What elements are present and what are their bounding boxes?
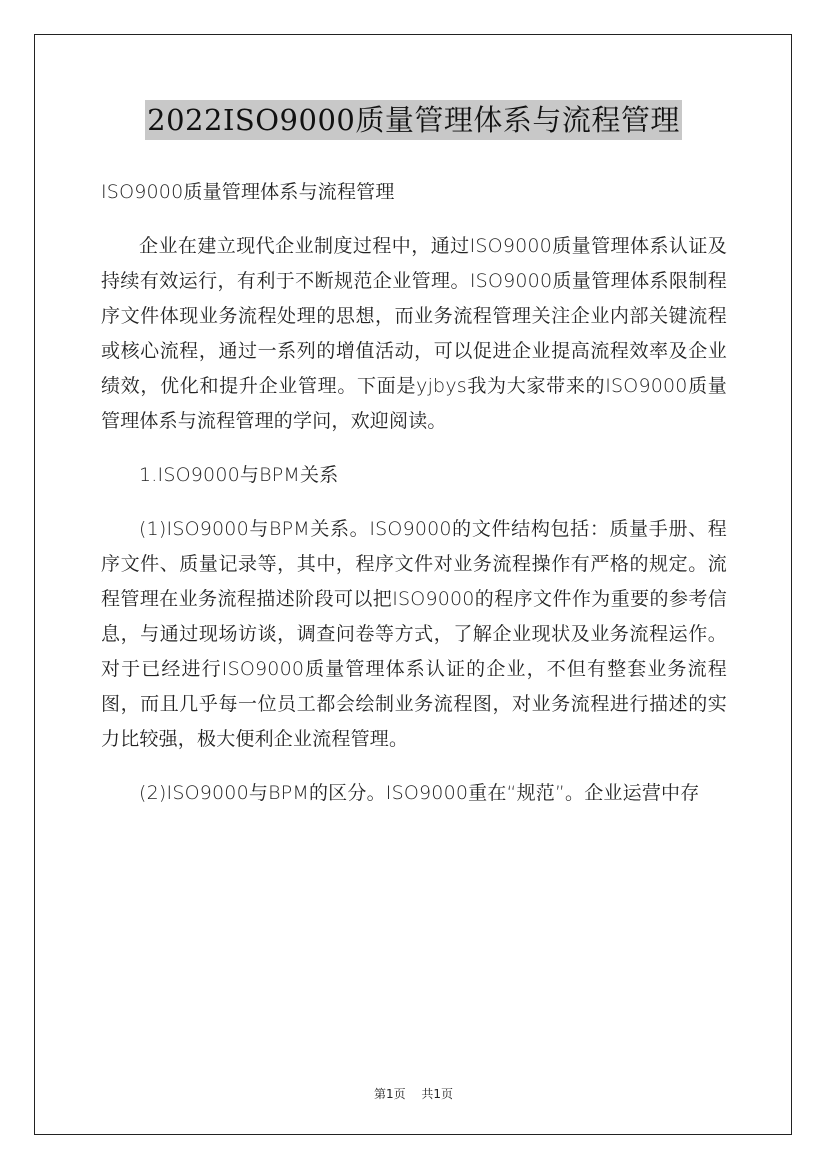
paragraph-intro: 企业在建立现代企业制度过程中，通过ISO9000质量管理体系认证及持续有效运行，有利于不断规范企业管理。ISO9000质量管理体系限制程序文件体现业务流程处理的思想，而业务流程管理关注企业内部关键流程或核心流程，通过一系列的增值活动，可以促进企业提高流程效率及企业绩效，优化和提升企业管理。下面是yjbys我为大家带来的ISO9000质量管理体系与流程管理的学问，欢迎阅读。 bbox=[101, 235, 727, 432]
section-heading-1: 1.ISO9000与BPM关系 bbox=[139, 464, 339, 486]
paragraph-relationship: (1)ISO9000与BPM关系。ISO9000的文件结构包括：质量手册、程序文件、质量记录等，其中，程序文件对业务流程操作有严格的规定。流程管理在业务流程描述阶段可以把ISO9000的程序文件作为重要的参考信息，与通过现场访谈，调查问卷等方式，了解企业现状及业务流程运作。对于已经进行ISO9000质量管理体系认证的企业，不但有整套业务流程图，而且几乎每一位员工都会绘制业务流程图，对业务流程进行描述的实力比较强，极大便利企业流程管理。 bbox=[101, 518, 727, 750]
paragraph-difference: (2)ISO9000与BPM的区分。ISO9000重在“规范”。企业运营中存 bbox=[139, 782, 700, 804]
page-total: 共1页 bbox=[421, 1087, 454, 1101]
document-body bbox=[101, 175, 727, 830]
document-title: 2022ISO9000质量管理体系与流程管理 bbox=[145, 100, 682, 140]
page-number: 第1页 bbox=[373, 1087, 406, 1101]
title-container bbox=[0, 100, 827, 140]
page-footer bbox=[0, 1085, 827, 1102]
document-subtitle: ISO9000质量管理体系与流程管理 bbox=[101, 181, 395, 203]
